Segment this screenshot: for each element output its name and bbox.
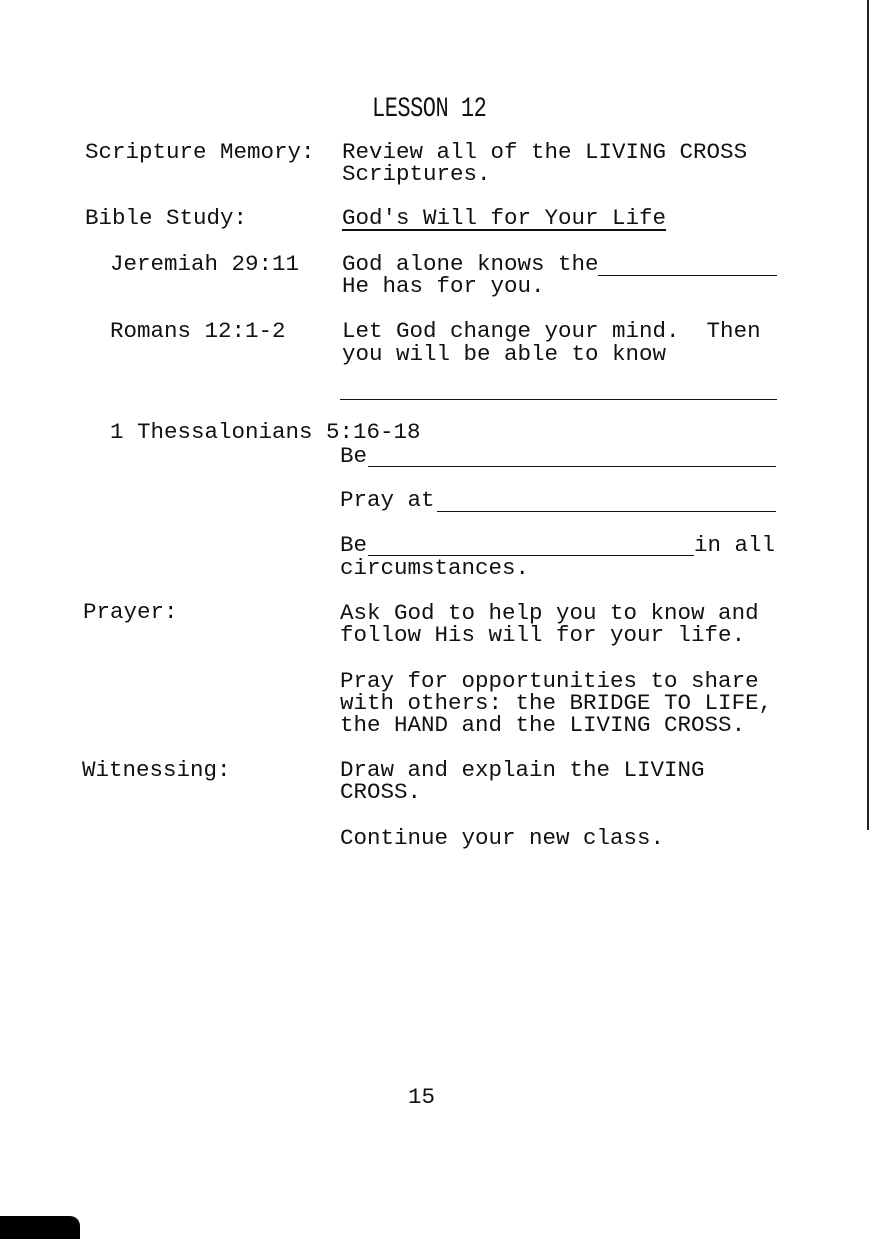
reference-romans: Romans 12:1-2	[110, 318, 286, 344]
prayer-text: Pray for opportunities to share	[340, 668, 759, 694]
witnessing-text: Continue your new class.	[340, 825, 665, 851]
thess-text: circumstances.	[340, 555, 530, 581]
reference-jeremiah: Jeremiah 29:11	[110, 251, 300, 277]
scan-edge-line	[867, 0, 869, 830]
page-number: 15	[408, 1084, 436, 1110]
fill-in-blank	[368, 466, 776, 467]
thess-text: Be	[340, 532, 368, 558]
bible-study-label: Bible Study:	[85, 205, 248, 231]
jeremiah-text: God alone knows the	[342, 251, 599, 277]
witnessing-label: Witnessing:	[82, 757, 231, 783]
prayer-text: Ask God to help you to know and	[340, 600, 759, 626]
fill-in-blank	[437, 511, 776, 512]
prayer-text: follow His will for your life.	[340, 622, 746, 648]
thess-text: in all	[694, 532, 776, 558]
fill-in-blank	[598, 275, 777, 276]
thess-text: Pray at	[340, 487, 435, 513]
reference-thessalonians: 1 Thessalonians 5:16-18	[110, 419, 421, 445]
fill-in-blank	[340, 399, 777, 400]
prayer-text: the HAND and the LIVING CROSS.	[340, 712, 746, 738]
romans-text: Let God change your mind. Then	[342, 318, 761, 344]
thess-text: Be	[340, 443, 368, 469]
bible-study-heading: God's Will for Your Life	[342, 205, 667, 231]
lesson-title: LESSON 12	[372, 93, 487, 125]
witnessing-text: CROSS.	[340, 779, 422, 805]
romans-text: you will be able to know	[342, 341, 667, 367]
prayer-text: with others: the BRIDGE TO LIFE,	[340, 690, 773, 716]
scripture-memory-text: Review all of the LIVING CROSS	[342, 139, 748, 165]
scripture-memory-text: Scriptures.	[342, 161, 491, 187]
witnessing-text: Draw and explain the LIVING	[340, 757, 705, 783]
jeremiah-text: He has for you.	[342, 273, 545, 299]
scan-artifact	[0, 1216, 80, 1239]
scripture-memory-label: Scripture Memory:	[85, 139, 315, 165]
prayer-label: Prayer:	[83, 599, 178, 625]
